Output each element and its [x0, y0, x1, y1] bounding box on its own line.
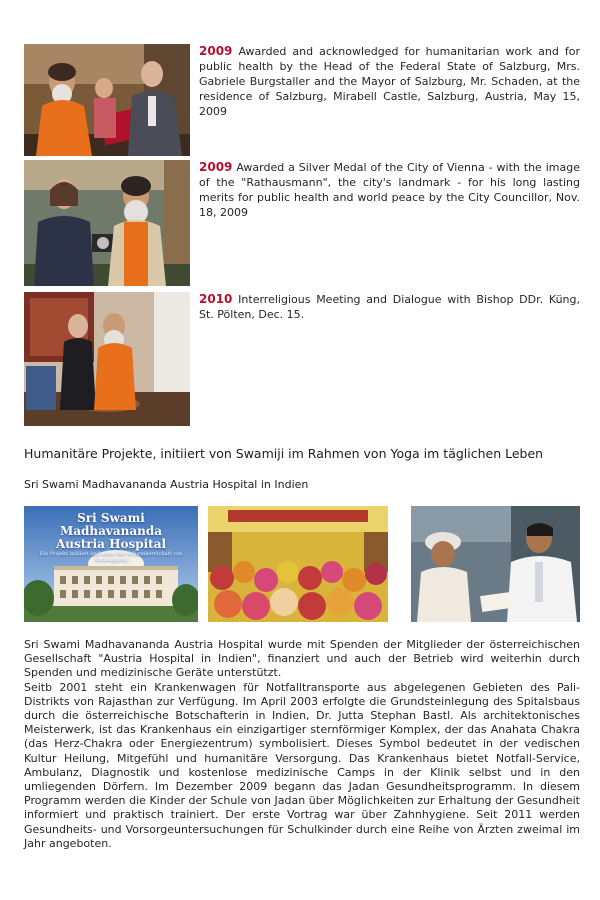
section-subtitle: Sri Swami Madhavananda Austria Hospital in Indien	[24, 478, 309, 491]
award-text	[199, 44, 580, 119]
award-description: Interreligious Meeting and Dialogue with Bishop DDr. Küng, St. Pölten, Dec. 15.	[199, 293, 580, 321]
award-description: Awarded a Silver Medal of the City of Vienna - with the image of the "Rathausmann", the city's landmark - for his long lasting merits for public health and world peace by the City Councillor, Nov. 18, 2009	[199, 161, 580, 219]
award-entry-interreligious	[24, 292, 580, 426]
award-entry-vienna-medal	[24, 160, 580, 286]
photo-medical-camp-crowd	[208, 506, 388, 622]
section-title: Humanitäre Projekte, initiiert von Swamiji im Rahmen von Yoga im täglichen Leben	[24, 446, 544, 461]
photo-vienna-medal	[24, 160, 190, 286]
body-paragraph: Seitb 2001 steht ein Krankenwagen für Notfalltransporte aus abgelegenen Gebieten des Pali-Distrikts von Rajasthan zur Verfügung. Im April 2003 erfolgte die Grundsteinlegung des Spitalsbaus durch die österreichische Botschafterin in Indien, Dr. Jutta Stephan Bastl. Als architektonisches Meisterwerk, ist das Krankenhaus ein einzigartiger sternförmiger Komplex, der das Anahata Chakra (das Herz-Chakra oder Energiezentrum) symbolisiert. Dieses Symbol bedeutet in der vedischen Kultur Heilung, Mitgefühl und humanitäre Versorgung. Das Krankenhaus bietet Notfall-Service, Ambulanz, Diagnostik und kostenlose medizinische Camps in der Klinik selbst und in den umliegenden Dörfern. Im Dezember 2009 begann das Jadan Gesundheitsprogramm. In diesem Programm werden die Kinder der Schule von Jadan über Möglichkeiten zur Erhaltung der Gesundheit informiert und praktisch trainiert. Der erste Vortrag war über Zahnhygiene. Seit 2011 werden Gesundheits- und Vorsorgeuntersuchungen für Schulkinder durch eine Reihe von Ärzten zweimal im Jahr angeboten.	[24, 680, 580, 850]
award-text	[199, 292, 580, 322]
body-paragraph: Sri Swami Madhavananda Austria Hospital wurde mit Spenden der Mitglieder der österreichischen Gesellschaft "Austria Hospital in Indien", finanziert und auch der Betrieb wird weiterhin durch Spenden und medizinische Geräte unterstützt.	[24, 638, 580, 680]
photo-doctor-examination	[411, 506, 580, 622]
caption-small-text: Ein Projekt initiiert und unter der Schirmherrschaft von Vishwaguruji	[39, 551, 183, 563]
photo-hospital-building	[24, 506, 198, 622]
hospital-description	[24, 638, 580, 851]
hospital-photo-caption	[24, 512, 198, 563]
hospital-photo-row	[24, 506, 580, 622]
award-year: 2009	[199, 44, 233, 58]
award-year: 2009	[199, 160, 233, 174]
photo-bishop-meeting	[24, 292, 190, 426]
caption-line-2: Austria Hospital	[55, 537, 167, 551]
caption-line-1: Sri Swami Madhavananda	[59, 511, 163, 538]
photo-salzburg-award	[24, 44, 190, 156]
award-text	[199, 160, 580, 220]
award-entry-salzburg	[24, 44, 580, 156]
award-description: Awarded and acknowledged for humanitarian work and for public health by the Head of the Federal State of Salzburg, Mrs. Gabriele Burgstaller and the Mayor of Salzburg, Mr. Schaden, at the residence of Salzburg, Mirabell Castle, Salzburg, Austria, May 15, 2009	[199, 45, 580, 118]
award-year: 2010	[199, 292, 233, 306]
